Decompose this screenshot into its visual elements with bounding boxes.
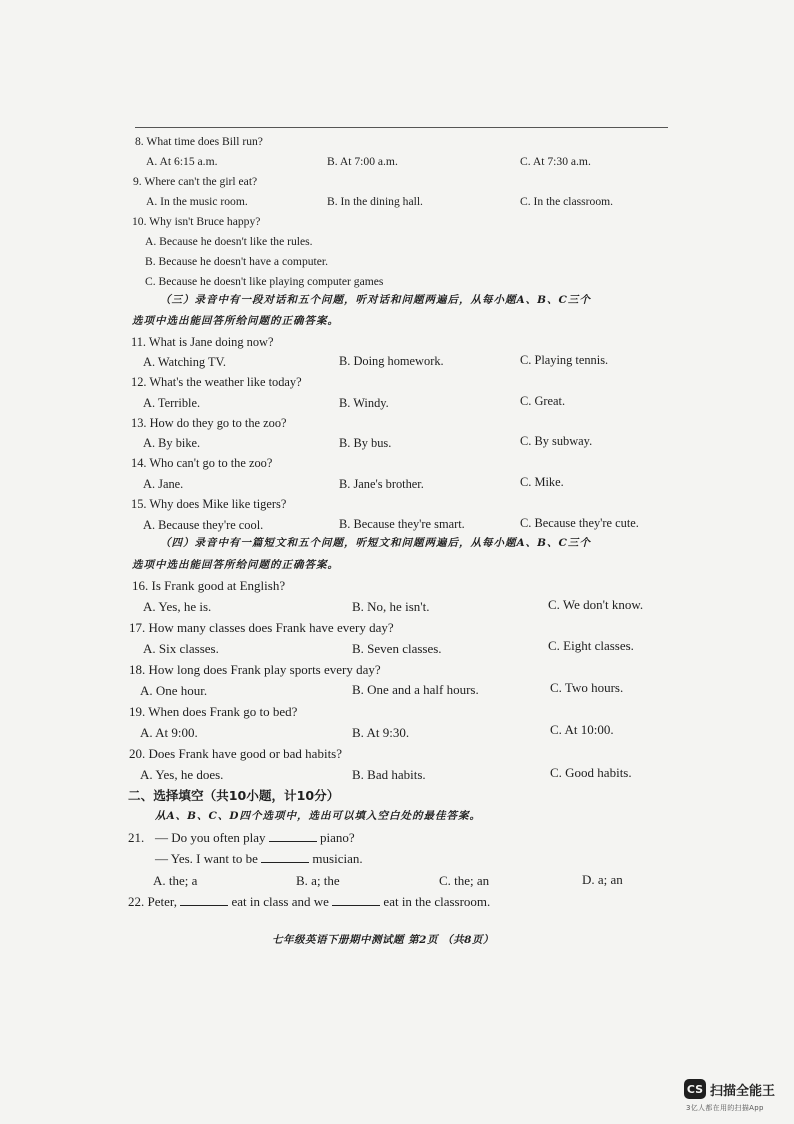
q21-option-d: D. a; an [582, 872, 623, 887]
question-19: 19. When does Frank go to bed? [129, 704, 298, 719]
q8-option-b: B. At 7:00 a.m. [327, 155, 398, 168]
q10-option-a: A. Because he doesn't like the rules. [145, 235, 313, 248]
q14-option-a: A. Jane. [143, 477, 184, 491]
camscanner-logo-icon: CS [684, 1079, 706, 1099]
part2-instruction: 从A、B、C、D四个选项中，选出可以填入空白处的最佳答案。 [155, 810, 481, 822]
question-20: 20. Does Frank have good or bad habits? [129, 746, 343, 761]
q10-option-b: B. Because he doesn't have a computer. [145, 255, 329, 268]
question-16: 16. Is Frank good at English? [132, 578, 286, 593]
q13-option-a: A. By bike. [143, 436, 201, 450]
q14-option-c: C. Mike. [520, 475, 564, 489]
section4-instruction-1: （四）录音中有一篇短文和五个问题，听短文和问题两遍后，从每小题A、B、C三个 [160, 537, 591, 549]
q18-option-c: C. Two hours. [550, 680, 624, 695]
question-21-number: 21. [128, 830, 145, 845]
question-13: 13. How do they go to the zoo? [131, 416, 287, 430]
q21-option-b: B. a; the [296, 873, 340, 888]
q15-option-b: B. Because they're smart. [339, 517, 465, 531]
question-11: 11. What is Jane doing now? [131, 335, 274, 349]
answer-blank [180, 894, 228, 906]
camscanner-name: 扫描全能王 [710, 1083, 776, 1099]
q8-option-c: C. At 7:30 a.m. [520, 155, 591, 168]
section3-instruction-2: 选项中选出能回答所给问题的正确答案。 [132, 315, 339, 327]
q17-option-b: B. Seven classes. [352, 641, 442, 656]
q17-option-a: A. Six classes. [143, 641, 219, 656]
question-10: 10. Why isn't Bruce happy? [132, 215, 261, 228]
top-rule [135, 127, 668, 128]
question-18: 18. How long does Frank play sports every day? [129, 662, 381, 677]
q15-option-c: C. Because they're cute. [520, 516, 639, 530]
q18-option-a: A. One hour. [140, 683, 208, 698]
q16-option-c: C. We don't know. [548, 597, 644, 612]
q13-option-c: C. By subway. [520, 434, 593, 448]
q21-option-a: A. the; a [153, 873, 198, 888]
q10-option-c: C. Because he doesn't like playing computer games [145, 275, 384, 288]
q15-option-a: A. Because they're cool. [143, 518, 264, 532]
question-21-line-2: — Yes. I want to be musician. [155, 851, 363, 866]
q16-option-a: A. Yes, he is. [143, 599, 212, 614]
q20-option-b: B. Bad habits. [352, 767, 426, 782]
q14-option-b: B. Jane's brother. [339, 477, 424, 491]
q11-option-a: A. Watching TV. [143, 355, 226, 369]
question-17: 17. How many classes does Frank have every day? [129, 620, 394, 635]
camscanner-watermark [684, 1079, 775, 1099]
question-15: 15. Why does Mike like tigers? [131, 497, 287, 511]
question-22: 22. Peter, eat in class and we eat in the classroom. [128, 894, 491, 909]
q19-option-a: A. At 9:00. [140, 725, 198, 740]
q11-option-c: C. Playing tennis. [520, 353, 609, 367]
q20-option-c: C. Good habits. [550, 765, 632, 780]
q13-option-b: B. By bus. [339, 436, 392, 450]
answer-blank [332, 894, 380, 906]
q12-option-b: B. Windy. [339, 396, 389, 410]
q16-option-b: B. No, he isn't. [352, 599, 430, 614]
q12-option-a: A. Terrible. [143, 396, 201, 410]
question-12: 12. What's the weather like today? [131, 375, 302, 389]
question-14: 14. Who can't go to the zoo? [131, 456, 273, 470]
q18-option-b: B. One and a half hours. [352, 682, 479, 697]
q9-option-a: A. In the music room. [146, 195, 248, 208]
q11-option-b: B. Doing homework. [339, 354, 444, 368]
q19-option-b: B. At 9:30. [352, 725, 410, 740]
answer-blank [269, 830, 317, 842]
section3-instruction-1: （三）录音中有一段对话和五个问题，听对话和问题两遍后，从每小题A、B、C三个 [160, 294, 591, 306]
q19-option-c: C. At 10:00. [550, 722, 614, 737]
q17-option-c: C. Eight classes. [548, 638, 634, 653]
q9-option-c: C. In the classroom. [520, 195, 614, 208]
q21-option-c: C. the; an [439, 873, 490, 888]
camscanner-tagline: 3亿人都在用的扫描App [686, 1104, 764, 1112]
question-9: 9. Where can't the girl eat? [133, 175, 258, 188]
question-21-line-1: — Do you often play piano? [155, 830, 355, 845]
q8-option-a: A. At 6:15 a.m. [146, 155, 218, 168]
q20-option-a: A. Yes, he does. [140, 767, 224, 782]
section4-instruction-2: 选项中选出能回答所给问题的正确答案。 [132, 559, 339, 571]
question-8: 8. What time does Bill run? [135, 135, 263, 148]
answer-blank [261, 851, 309, 863]
q12-option-c: C. Great. [520, 394, 566, 408]
part2-heading: 二、选择填空（共10小题，计10分） [128, 788, 340, 803]
page-footer: 七年级英语下册期中测试题 第2页 （共8页） [272, 934, 494, 946]
q9-option-b: B. In the dining hall. [327, 195, 423, 208]
